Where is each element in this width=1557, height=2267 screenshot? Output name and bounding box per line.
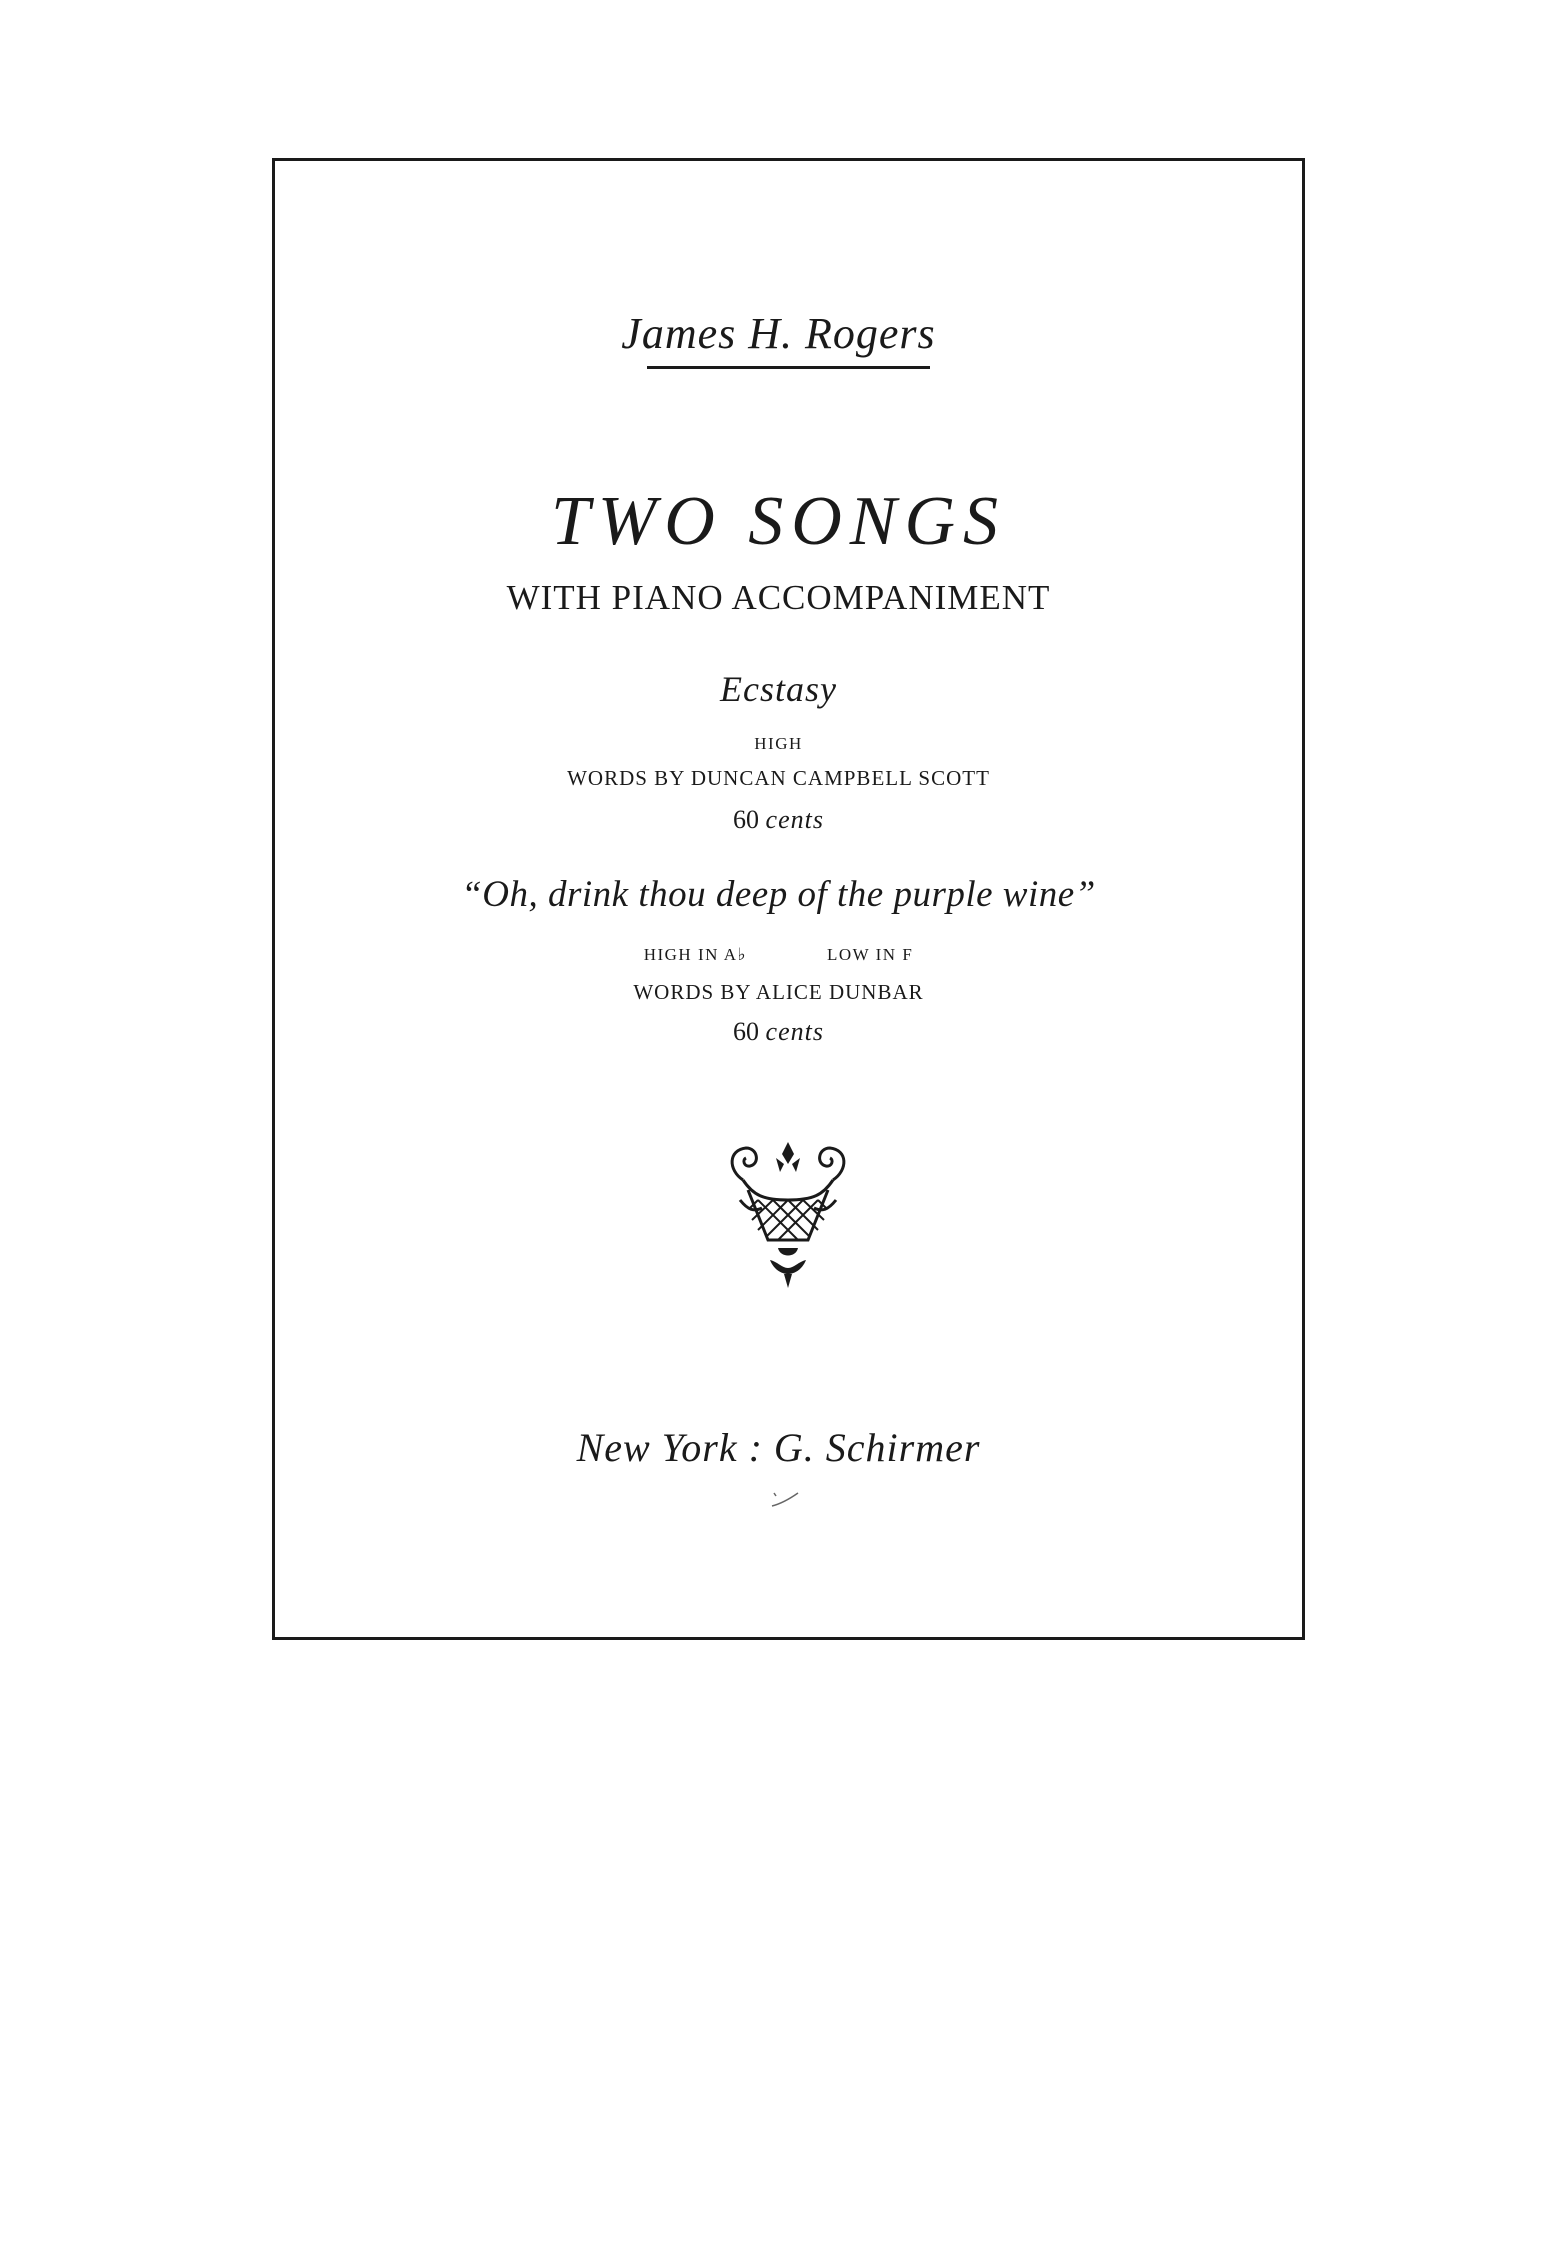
song-1-price-amount: 60: [733, 805, 760, 834]
song-1-title: Ecstasy: [720, 669, 837, 709]
song-2-price-amount: 60: [733, 1017, 760, 1046]
cover-title: TWO SONGS: [550, 483, 1007, 560]
composer-name: James H. Rogers: [621, 309, 936, 358]
pencil-mark: [770, 1490, 800, 1510]
composer-underline: [647, 366, 930, 369]
song-1-lyricist: WORDS BY DUNCAN CAMPBELL SCOTT: [567, 766, 990, 790]
cover-subtitle: WITH PIANO ACCOMPANIMENT: [506, 578, 1051, 617]
song-2-title: “Oh, drink thou deep of the purple wine”: [461, 874, 1096, 915]
song-2-price-unit: cents: [765, 1017, 824, 1046]
song-2-lyricist: WORDS BY ALICE DUNBAR: [633, 980, 924, 1004]
song-1-price: [0, 805, 1557, 835]
song-1-voice: HIGH: [754, 734, 803, 753]
song-2-voice-low: LOW IN F: [827, 945, 914, 964]
song-2-voices: [0, 945, 1557, 965]
song-2-voice-high: HIGH IN A♭: [643, 945, 747, 964]
song-2-price: [0, 1017, 1557, 1047]
basket-ornament-icon: [718, 1140, 858, 1290]
song-1-price-unit: cents: [765, 805, 824, 834]
publisher-imprint: New York : G. Schirmer: [576, 1425, 981, 1470]
